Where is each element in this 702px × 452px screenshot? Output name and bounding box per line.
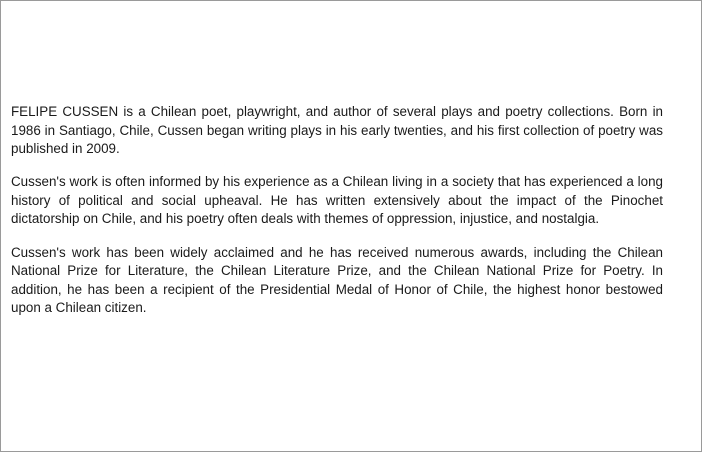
paragraph-intro: FELIPE CUSSEN is a Chilean poet, playwright, and author of several plays and poetry collections. Born in 1986 in Santiago, Chile, Cussen began writing plays in his early twenties, and his first collection of poetry was published in 2009.: [11, 104, 663, 157]
document-body: [11, 103, 663, 318]
paragraph-work-themes: Cussen's work is often informed by his experience as a Chilean living in a society that has experienced a long history of political and social upheaval. He has written extensively about the impact of the Pinochet dictatorship on Chile, and his poetry often deals with themes of oppression, injustice, and nostalgia.: [11, 174, 663, 227]
paragraph-awards: Cussen's work has been widely acclaimed and he has received numerous awards, including the Chilean National Prize for Literature, the Chilean Literature Prize, and the Chilean National Prize for Poetry. In addition, he has been a recipient of the Presidential Medal of Honor of Chile, the highest honor bestowed upon a Chilean citizen.: [11, 244, 663, 316]
